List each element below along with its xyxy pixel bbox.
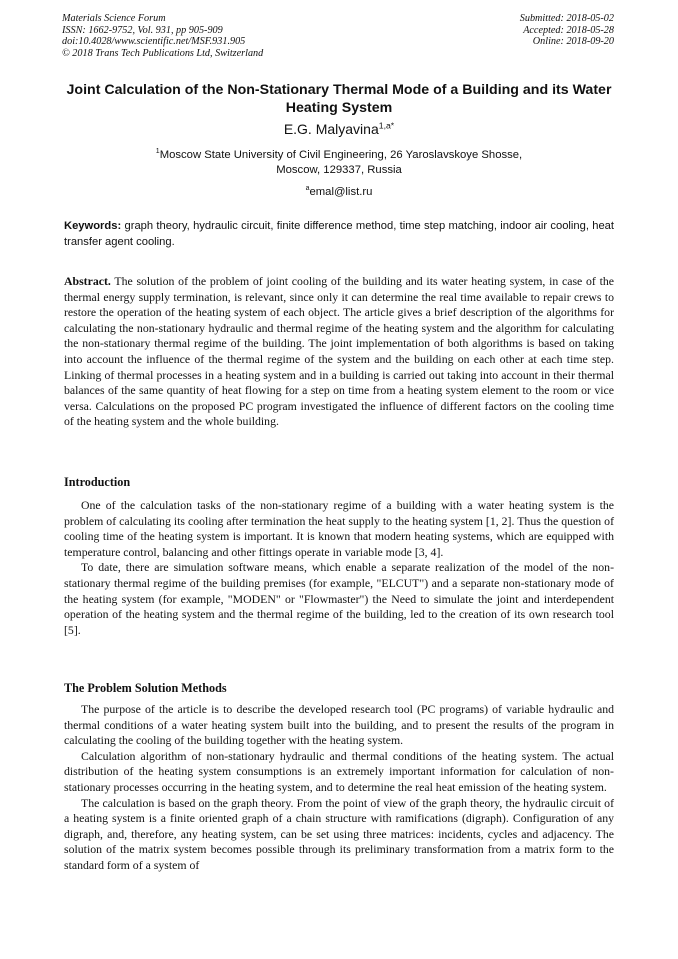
keywords (64, 219, 614, 250)
journal-issn: ISSN: 1662-9752, Vol. 931, pp 905-909 (62, 24, 223, 36)
paragraph: One of the calculation tasks of the non-stationary regime of a building with a water heating system is the problem of calculating its cooling after termination the heat supply to the heating system [1, 2]. Thus the question of cooling time of the heating system is important. It is known that modern heating systems, which are equipped with temperature control, balancing and other fittings operate in variable mode [3, 4]. (64, 498, 614, 559)
affiliation (60, 148, 618, 178)
author-email (60, 185, 618, 199)
date-submitted: Submitted: 2018-05-02 (519, 13, 614, 24)
methods-body (64, 702, 614, 874)
author-line (60, 120, 618, 138)
keywords-text: graph theory, hydraulic circuit, finite difference method, time step matching, indoor air cooling, heat transfer agent cooling. (64, 220, 614, 248)
paragraph: The purpose of the article is to describe the developed research tool (PC programs) of variable hydraulic and thermal conditions of a water heating system built into the building, and to present the results of the program in calculating the cooling of the building together with the heating system. (64, 702, 614, 748)
journal-doi: doi:10.4028/www.scientific.net/MSF.931.905 (62, 36, 246, 48)
date-online: Online: 2018-09-20 (532, 36, 614, 48)
paper-title: Joint Calculation of the Non-Stationary Thermal Mode of a Building and its Water Heating System (66, 82, 612, 116)
affiliation-line-2: Moscow, 129337, Russia (276, 164, 402, 176)
abstract-label: Abstract. (64, 274, 111, 288)
date-accepted: Accepted: 2018-05-28 (523, 24, 614, 36)
introduction-body (64, 498, 614, 638)
journal-info (62, 13, 263, 59)
author-name: E.G. Malyavina (283, 121, 379, 137)
journal-copyright: © 2018 Trans Tech Publications Ltd, Switzerland (62, 47, 264, 59)
author-marks: 1,a* (378, 120, 395, 131)
introduction-heading: Introduction (64, 475, 131, 489)
methods-heading: The Problem Solution Methods (64, 681, 227, 695)
affiliation-line-1: Moscow State University of Civil Engineering, 26 Yaroslavskoye Shosse, (159, 149, 523, 161)
publication-dates (520, 13, 614, 48)
keywords-label: Keywords: (64, 220, 122, 232)
email-mark: a (305, 185, 310, 193)
paragraph: Calculation algorithm of non-stationary hydraulic and thermal conditions of the heating system. The actual distribution of the heating system consumptions is an extremely important information for calculation of non-stationary processes occurring in the heating system, and to determine the real heat emission of the heating system. (64, 748, 614, 794)
email-address: emal@list.ru (309, 186, 373, 198)
abstract (64, 274, 614, 430)
abstract-text: The solution of the problem of joint cooling of the building and its water heating system, in case of the thermal energy supply termination, is relevant, since only it can determine the real time available to repair crews to restore the operation of the heating system of each object. The article gives a brief description of the algorithms for calculating the non-stationary hydraulic and thermal regime of the heating system and the algorithm for calculating the non-stationary thermal regime of the building. The joint implementation of both algorithms is based on taking into account the influence of the thermal regime of the system and the building on each other at each time step. Linking of thermal processes in a heating system and in a building is carried out taking into account in their thermal balances of the same quantity of heat flowing for a step on time from a heating system element to the room or vice versa. Calculations on the proposed PC program investigated the influence of different factors on the cooling time of the heating system and the whole building. (64, 274, 614, 429)
paragraph: To date, there are simulation software means, which enable a separate realization of the model of the non-stationary thermal regime of the building premises (for example, "ELCUT") and a separate non-stationary mode of the heating system (for example, "MODEN" or "Flowmaster") the Need to simulate the joint and interdependent operation of the heating system and the thermal regime of the building, led to the creation of its own research tool [5]. (64, 560, 614, 637)
journal-name: Materials Science Forum (62, 13, 166, 24)
affiliation-mark: 1 (155, 148, 160, 156)
paragraph: The calculation is based on the graph theory. From the point of view of the graph theory, the hydraulic circuit of a heating system is a finite oriented graph of a chain structure with ramifications (digraph). Configuration of any digraph, and, therefore, any heating system, can be set using three matrices: incidents, cycles and adjacency. The solution of the matrix system becomes possible through its preliminary transformation from a matrix form to the standard form of a system of (64, 795, 614, 872)
